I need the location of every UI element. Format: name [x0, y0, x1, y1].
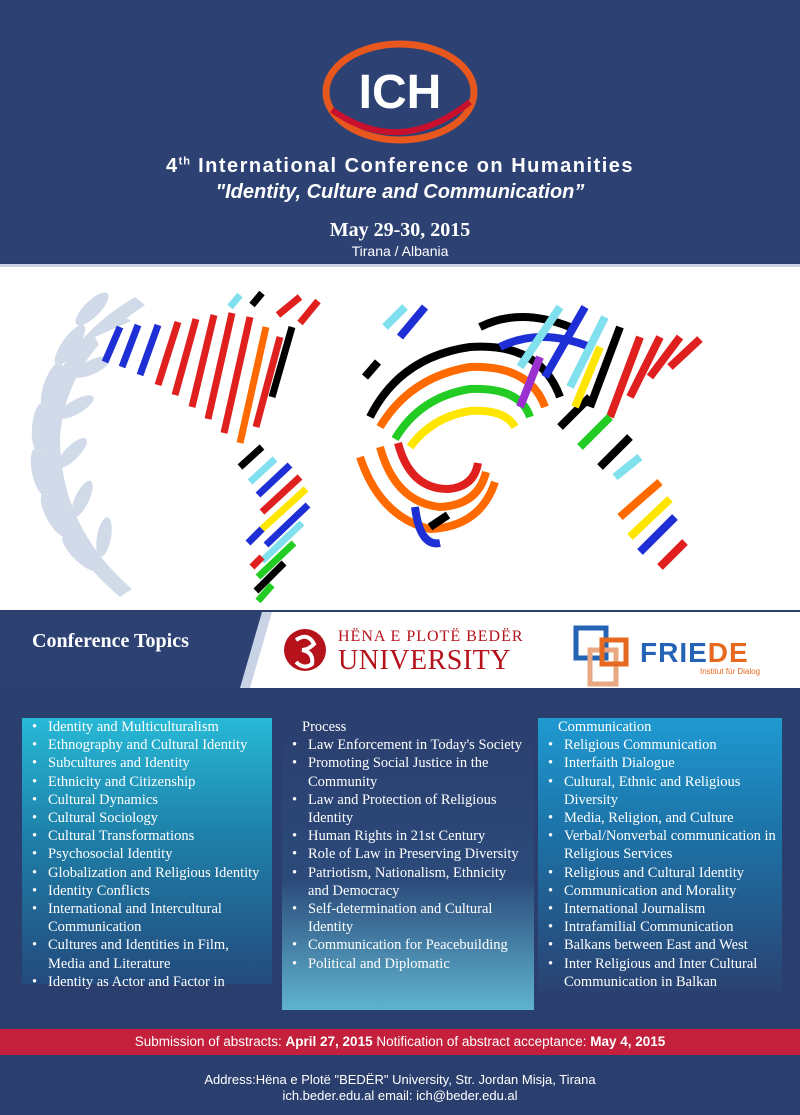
beder-university-word: UNIVERSITY: [338, 645, 511, 676]
topics-list-2: [282, 736, 534, 973]
conference-title: [0, 155, 800, 178]
bullet-icon: •: [32, 882, 38, 899]
bullet-icon: •: [32, 864, 38, 881]
bullet-icon: •: [548, 955, 554, 972]
bullet-icon: •: [32, 937, 38, 954]
bullet-icon: •: [548, 773, 554, 790]
topic-item: [28, 827, 268, 845]
topic-item: [28, 809, 268, 827]
conference-subtitle: "Identity, Culture and Communication”: [215, 181, 585, 203]
footer-address: Address:Hëna e Plotë "BEDËR" University, Str. Jordan Misja, Tirana: [204, 1072, 596, 1087]
topics-column-1: [22, 718, 272, 990]
topic-label: Religious Communication: [564, 737, 717, 754]
topic-item: [28, 845, 268, 863]
bullet-icon: •: [548, 937, 554, 954]
topic-item: [544, 864, 778, 882]
topic-label: Role of Law in Preserving Diversity: [308, 846, 519, 863]
beder-university-logo-icon: [282, 626, 328, 674]
bullet-icon: •: [32, 846, 38, 863]
conference-dates: May 29-30, 2015: [329, 219, 471, 241]
bullet-icon: •: [292, 864, 298, 881]
friede-name-accent: DE: [707, 637, 749, 668]
topic-label: Ethnography and Cultural Identity: [48, 737, 248, 754]
title-main: International Conference on Humanities: [198, 155, 635, 177]
topic-continuation: Process: [302, 719, 347, 735]
topic-label: Self-determination and Cultural Identity: [308, 901, 493, 936]
bullet-icon: •: [292, 901, 298, 918]
bullet-icon: •: [292, 737, 298, 754]
topic-label: Identity and Multiculturalism: [48, 719, 219, 735]
topic-label: Patriotism, Nationalism, Ethnicity and Democracy: [308, 864, 507, 899]
topic-item: [288, 736, 530, 754]
friede-name: FRIEDE: [640, 637, 749, 668]
topic-item: [544, 900, 778, 918]
topic-item: [544, 773, 778, 809]
topic-item: [28, 936, 268, 972]
ich-logo: [322, 40, 478, 144]
topic-label: Subcultures and Identity: [48, 755, 190, 772]
topic-label: Intrafamilial Communication: [564, 919, 734, 936]
friede-logo-icon: [572, 624, 632, 688]
topic-label: Cultural, Ethnic and Religious Diversity: [564, 773, 741, 808]
topic-label: Globalization and Religious Identity: [48, 864, 260, 881]
topic-label: Interfaith Dialogue: [564, 755, 675, 772]
topic-label: Cultural Sociology: [48, 810, 158, 827]
topic-item: [28, 864, 268, 882]
topic-item: [288, 864, 530, 900]
topic-item: [288, 900, 530, 936]
conference-topics-heading: Conference Topics: [32, 630, 189, 652]
topic-item: [288, 827, 530, 845]
topic-item: [28, 736, 268, 754]
topic-label: Human Rights in 21st Century: [308, 828, 486, 845]
bullet-icon: •: [32, 791, 38, 808]
bullet-icon: •: [292, 937, 298, 954]
topic-label: Cultural Dynamics: [48, 791, 158, 808]
topic-label: Religious and Cultural Identity: [564, 864, 745, 881]
topic-label: Cultures and Identities in Film, Media and Literature: [48, 937, 229, 972]
topic-item: [544, 754, 778, 772]
topic-item: [288, 845, 530, 863]
ich-logo-text: ICH: [358, 66, 442, 119]
bullet-icon: •: [32, 901, 38, 918]
topic-item: [28, 773, 268, 791]
bullet-icon: •: [32, 828, 38, 845]
bullet-icon: •: [548, 737, 554, 754]
title-ordinal: 4: [165, 155, 179, 177]
topic-item: [28, 900, 268, 936]
topic-item: [288, 936, 530, 954]
bullet-icon: •: [32, 719, 38, 735]
world-map-illustration: [0, 264, 800, 610]
topic-item: [28, 882, 268, 900]
notification-label: Notification of abstract acceptance:: [372, 1034, 591, 1049]
bullet-icon: •: [32, 973, 38, 990]
topic-item: [28, 754, 268, 772]
topic-continuation: Communication: [558, 719, 652, 735]
topic-item: [288, 791, 530, 827]
topic-label: Psychosocial Identity: [48, 846, 173, 863]
topic-label: Communication and Morality: [564, 882, 737, 899]
world-map-image: [0, 267, 800, 610]
bullet-icon: •: [548, 828, 554, 845]
bullet-icon: •: [292, 791, 298, 808]
beder-university-name: HËNA E PLOTË BEDËR: [338, 628, 524, 645]
topic-label: Promoting Social Justice in the Community: [308, 755, 489, 790]
topic-label: Communication for Peacebuilding: [308, 937, 508, 954]
bullet-icon: •: [32, 755, 38, 772]
bullet-icon: •: [32, 810, 38, 827]
submission-text: [0, 1034, 800, 1049]
submission-date: April 27, 2015: [285, 1034, 373, 1049]
bullet-icon: •: [292, 955, 298, 972]
submission-label: Submission of abstracts:: [134, 1034, 286, 1049]
notification-date: May 4, 2015: [590, 1034, 666, 1049]
bullet-icon: •: [548, 882, 554, 899]
bullet-icon: •: [32, 737, 38, 754]
topic-item: [544, 936, 778, 954]
topic-label: Media, Religion, and Culture: [564, 810, 734, 827]
bullet-icon: •: [292, 828, 298, 845]
footer-contact: ich.beder.edu.al email: ich@beder.edu.al: [282, 1088, 518, 1103]
bullet-icon: •: [548, 810, 554, 827]
bullet-icon: •: [32, 773, 38, 790]
topic-item: [544, 918, 778, 936]
bullet-icon: •: [548, 864, 554, 881]
topic-label: Inter Religious and Inter Cultural Communication in Balkan: [564, 955, 758, 990]
bullet-icon: •: [292, 846, 298, 863]
topic-item: [544, 827, 778, 863]
topic-label: Balkans between East and West: [564, 937, 748, 954]
topic-item: [288, 955, 530, 973]
topic-label: Law Enforcement in Today's Society: [308, 737, 522, 754]
topic-item: [544, 809, 778, 827]
bullet-icon: •: [548, 919, 554, 936]
bullet-icon: •: [292, 755, 298, 772]
topic-label: Cultural Transformations: [48, 828, 195, 845]
friede-subtitle: Institut für Dialog: [700, 667, 761, 676]
title-ordinal-suffix: th: [178, 155, 191, 168]
topic-label: Identity Conflicts: [48, 882, 150, 899]
topic-label: Identity as Actor and Factor in: [48, 973, 225, 990]
north-america-shape: [95, 293, 318, 457]
topic-label: Verbal/Nonverbal communication in Religious Services: [564, 828, 776, 863]
topics-column-2: [282, 718, 534, 1010]
topic-item: [28, 791, 268, 809]
topic-label: Law and Protection of Religious Identity: [308, 791, 497, 827]
topic-item: [288, 754, 530, 790]
topic-item: [544, 955, 778, 991]
topic-item: [544, 882, 778, 900]
topic-item: [28, 718, 268, 736]
conference-place: Tirana / Albania: [351, 243, 449, 259]
eurasia-africa-shape: [360, 307, 700, 567]
topic-label: International Journalism: [564, 901, 706, 918]
south-america-shape: [240, 447, 308, 601]
topic-item: [28, 973, 268, 991]
topics-list-1: [22, 718, 272, 991]
topics-column-3: [538, 718, 782, 1002]
bullet-icon: •: [548, 901, 554, 918]
topic-label: Ethnicity and Citizenship: [48, 773, 196, 790]
topic-label: International and Intercultural Communication: [48, 901, 222, 936]
bullet-icon: •: [548, 755, 554, 772]
topic-label: Political and Diplomatic: [308, 955, 450, 972]
topics-list-3: [538, 736, 782, 991]
topic-item: [544, 736, 778, 754]
